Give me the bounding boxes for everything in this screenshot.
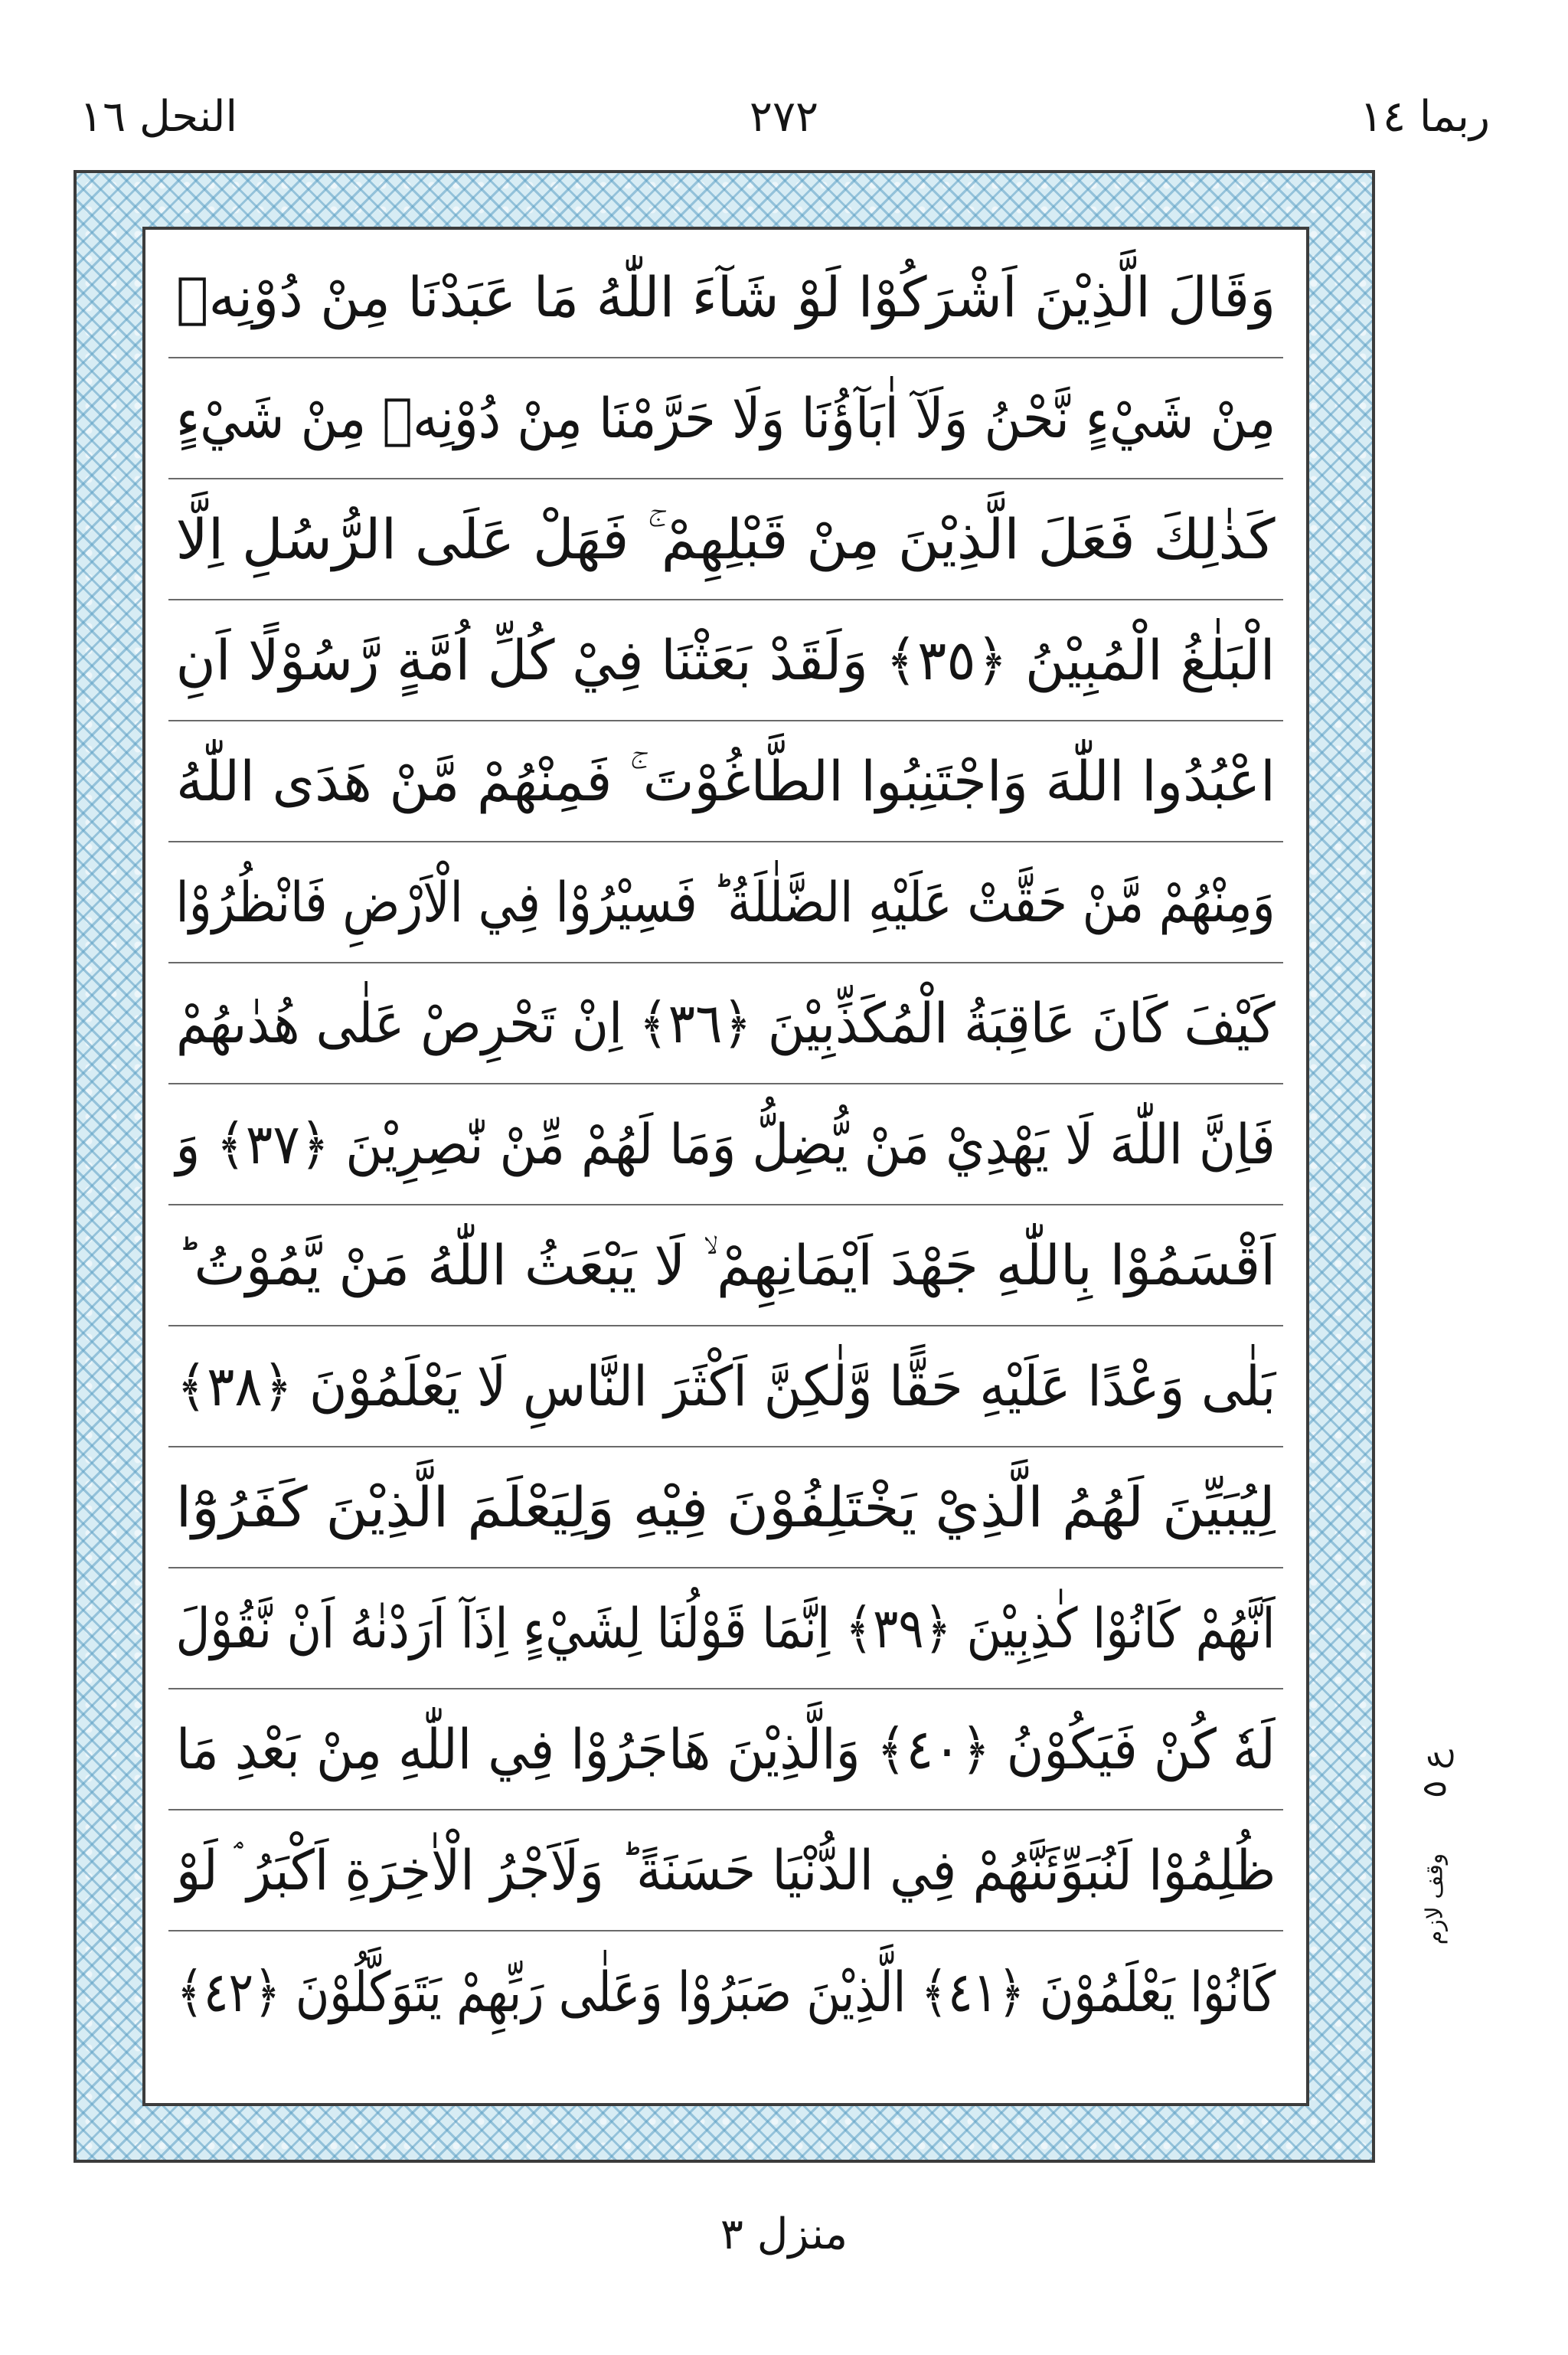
verse-line [168, 1568, 1283, 1689]
verse-line [168, 479, 1283, 600]
verse-line [168, 1931, 1283, 2052]
manzil-footer: منزل ٣ [720, 2209, 848, 2259]
verse-lines [168, 237, 1283, 2052]
verse-text: اَنَّهُمْ كَانُوْا كٰذِبِيْنَ ﴿٣٩﴾ اِنَّمَا قَوْلُنَا لِشَيْءٍ اِذَآ اَرَدْنٰهُ اَنْ نَّقُوْلَ [175, 1596, 1276, 1660]
verse-text: اَقْسَمُوْا بِاللّٰهِ جَهْدَ اَيْمَانِهِمْ ۙ لَا يَبْعَثُ اللّٰهُ مَنْ يَّمُوْتُ ؕ [176, 1233, 1276, 1297]
verse-text: ظُلِمُوْا لَنُبَوِّئَنَّهُمْ فِي الدُّنْيَا حَسَنَةً ؕ وَلَاَجْرُ الْاٰخِرَةِ اَكْبَرُ ۘ لَوْ [175, 1838, 1276, 1902]
verse-line [168, 1810, 1283, 1931]
ruku-marker: ع ٥ [1414, 1749, 1454, 1798]
verse-line [168, 842, 1283, 963]
verse-text: اعْبُدُوا اللّٰهَ وَاجْتَنِبُوا الطَّاغُوْتَ ۚ فَمِنْهُمْ مَّنْ هَدَى اللّٰهُ [176, 749, 1276, 813]
verse-text: كَذٰلِكَ فَعَلَ الَّذِيْنَ مِنْ قَبْلِهِمْ ۚ فَهَلْ عَلَى الرُّسُلِ اِلَّا [175, 507, 1276, 571]
verse-text: فَاِنَّ اللّٰهَ لَا يَهْدِيْ مَنْ يُّضِلُّ وَمَا لَهُمْ مِّنْ نّٰصِرِيْنَ ﴿٣٧﴾ وَ [175, 1112, 1276, 1176]
juz-header: ربما ١٤ [1359, 92, 1490, 142]
verse-line [168, 237, 1283, 358]
verse-line [168, 1084, 1283, 1205]
page-number: ٢٧٢ [749, 92, 819, 142]
verse-text: لَهٗ كُنْ فَيَكُوْنُ ﴿٤٠﴾ وَالَّذِيْنَ هَاجَرُوْا فِي اللّٰهِ مِنْ بَعْدِ مَا [176, 1717, 1276, 1781]
verse-text: وَقَالَ الَّذِيْنَ اَشْرَكُوْا لَوْ شَآءَ اللّٰهُ مَا عَبَدْنَا مِنْ دُوْنِهٖ [175, 265, 1276, 329]
verse-line [168, 1326, 1283, 1447]
verse-line [168, 963, 1283, 1084]
verse-line [168, 1689, 1283, 1810]
verse-line [168, 1205, 1283, 1326]
verse-text: وَمِنْهُمْ مَّنْ حَقَّتْ عَلَيْهِ الضَّلٰلَةُ ؕ فَسِيْرُوْا فِي الْاَرْضِ فَانْظُرُوْا [175, 870, 1276, 934]
verse-text: كَانُوْا يَعْلَمُوْنَ ﴿٤١﴾ الَّذِيْنَ صَبَرُوْا وَعَلٰى رَبِّهِمْ يَتَوَكَّلُوْنَ ﴿٤٢﴾ [176, 1960, 1276, 2024]
verse-line [168, 721, 1283, 842]
verse-text: الْبَلٰغُ الْمُبِيْنُ ﴿٣٥﴾ وَلَقَدْ بَعَثْنَا فِيْ كُلِّ اُمَّةٍ رَّسُوْلًا اَنِ [175, 628, 1276, 692]
verse-text: بَلٰى وَعْدًا عَلَيْهِ حَقًّا وَّلٰكِنَّ اَكْثَرَ النَّاسِ لَا يَعْلَمُوْنَ ﴿٣٨﴾ [175, 1354, 1276, 1418]
verse-line [168, 358, 1283, 479]
verse-line [168, 600, 1283, 721]
waqf-note: وقف لازم [1421, 1853, 1449, 1945]
margin-note [1410, 1723, 1459, 1999]
surah-header: النحل ١٦ [80, 92, 238, 142]
verse-text: لِيُبَيِّنَ لَهُمُ الَّذِيْ يَخْتَلِفُوْنَ فِيْهِ وَلِيَعْلَمَ الَّذِيْنَ كَفَرُوْٓا [175, 1475, 1276, 1539]
verse-text: كَيْفَ كَانَ عَاقِبَةُ الْمُكَذِّبِيْنَ ﴿٣٦﴾ اِنْ تَحْرِصْ عَلٰى هُدٰىهُمْ [176, 991, 1276, 1055]
verse-text: مِنْ شَيْءٍ نَّحْنُ وَلَآ اٰبَآؤُنَا وَلَا حَرَّمْنَا مِنْ دُوْنِهٖ مِنْ شَيْءٍ [175, 386, 1276, 450]
verse-line [168, 1447, 1283, 1568]
text-panel [142, 227, 1309, 2106]
